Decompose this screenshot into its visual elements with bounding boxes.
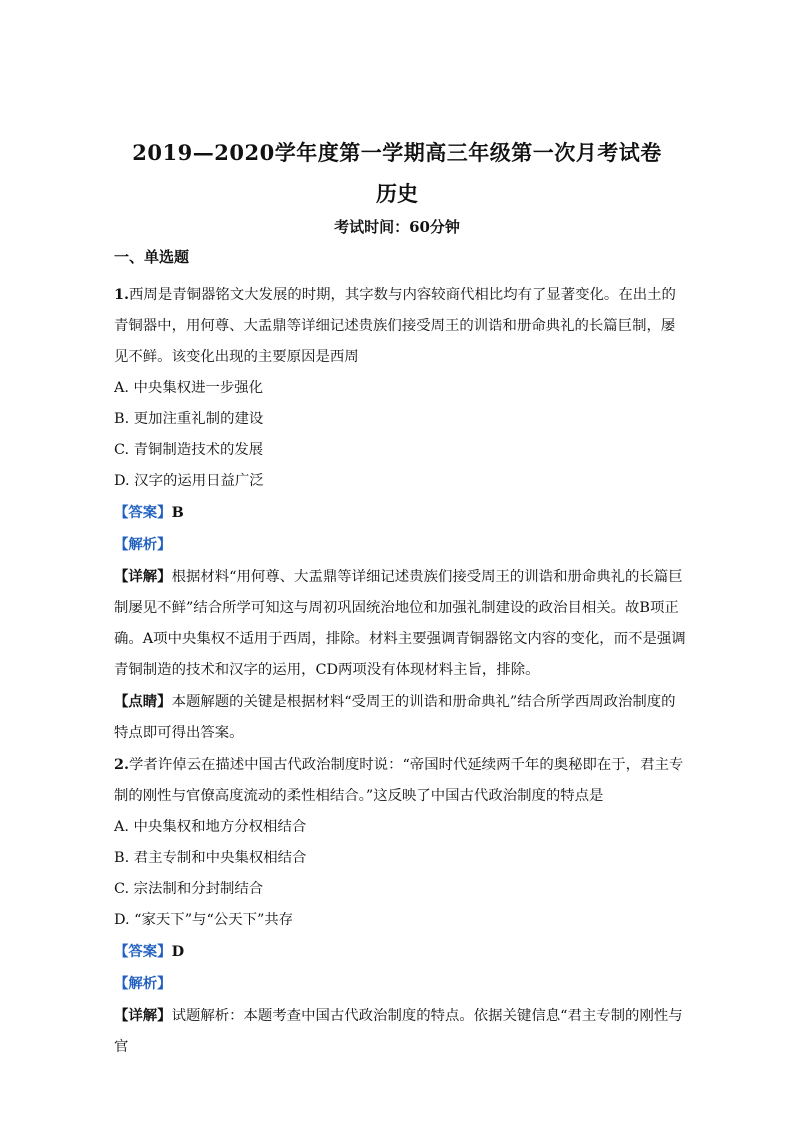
question-2-answer xyxy=(114,936,686,968)
question-2-analysis xyxy=(114,968,686,1000)
question-1-stem xyxy=(114,279,686,373)
question-2-detail xyxy=(114,1000,686,1063)
question-1-option-c: C. 青铜制造技术的发展 xyxy=(114,442,264,458)
answer-value: B xyxy=(171,504,184,521)
question-1-analysis xyxy=(114,529,686,561)
question-2-option-a: A. 中央集权和地方分权相结合 xyxy=(114,819,307,835)
questions-content xyxy=(114,279,686,1063)
comment-text: 本题解题的关键是根据材料“受周王的训诰和册命典礼”结合所学西周政治制度的特点即可得出答案。 xyxy=(114,694,676,741)
comment-tag: 【点睛】 xyxy=(114,693,172,710)
question-text: 西周是青铜器铭文大发展的时期，其字数与内容较商代相比均有了显著变化。在出土的青铜器中，用何尊、大盂鼎等详细记述贵族们接受周王的训诰和册命典礼的长篇巨制，屡见不鲜。该变化出现的主要原因是西周 xyxy=(114,287,676,365)
answer-value: D xyxy=(171,943,185,960)
question-2-option-b: B. 君主专制和中央集权相结合 xyxy=(114,850,307,866)
detail-text: 根据材料“用何尊、大盂鼎等详细记述贵族们接受周王的训诰和册命典礼的长篇巨制屡见不鲜”结合所学可知这与周初巩固统治地位和加强礼制建设的政治目相关。故B项正确。A项中央集权不适用于西周，排除。材料主要强调青铜器铭文内容的变化，而不是强调青铜制造的技术和汉字的运用，CD两项没有体现材料主旨，排除。 xyxy=(114,569,686,678)
question-1-option-d: D. 汉字的运用日益广泛 xyxy=(114,473,264,489)
question-1-answer xyxy=(114,497,686,529)
question-2-stem xyxy=(114,749,686,812)
exam-title: 2019—2020学年度第一学期高三年级第一次月考试卷 xyxy=(132,140,662,165)
detail-text: 试题解析：本题考查中国古代政治制度的特点。依据关键信息“君主专制的刚性与官 xyxy=(114,1008,683,1055)
question-1-detail xyxy=(114,561,686,686)
question-1-comment xyxy=(114,686,686,749)
question-number: 1. xyxy=(114,286,130,303)
question-1-option-a: A. 中央集权进一步强化 xyxy=(114,380,264,396)
question-1-option-b: B. 更加注重礼制的建设 xyxy=(114,411,264,427)
subject-title: 历史 xyxy=(376,181,418,206)
question-text: 学者许倬云在描述中国古代政治制度时说：“帝国时代延续两千年的奥秘即在于，君主专制的刚性与官僚高度流动的柔性相结合。”这反映了中国古代政治制度的特点是 xyxy=(114,757,684,804)
question-2-option-d: D. “家天下”与“公天下”共存 xyxy=(114,912,294,928)
detail-tag: 【详解】 xyxy=(114,568,172,585)
answer-tag: 【答案】 xyxy=(114,943,172,960)
detail-tag: 【详解】 xyxy=(114,1007,172,1024)
exam-time: 考试时间：60分钟 xyxy=(334,218,460,236)
question-number: 2. xyxy=(114,756,130,773)
section-heading: 一、单选题 xyxy=(114,248,190,266)
analysis-tag: 【解析】 xyxy=(114,975,172,992)
question-2-option-c: C. 宗法制和分封制结合 xyxy=(114,881,264,897)
answer-tag: 【答案】 xyxy=(114,504,172,521)
analysis-tag: 【解析】 xyxy=(114,536,172,553)
